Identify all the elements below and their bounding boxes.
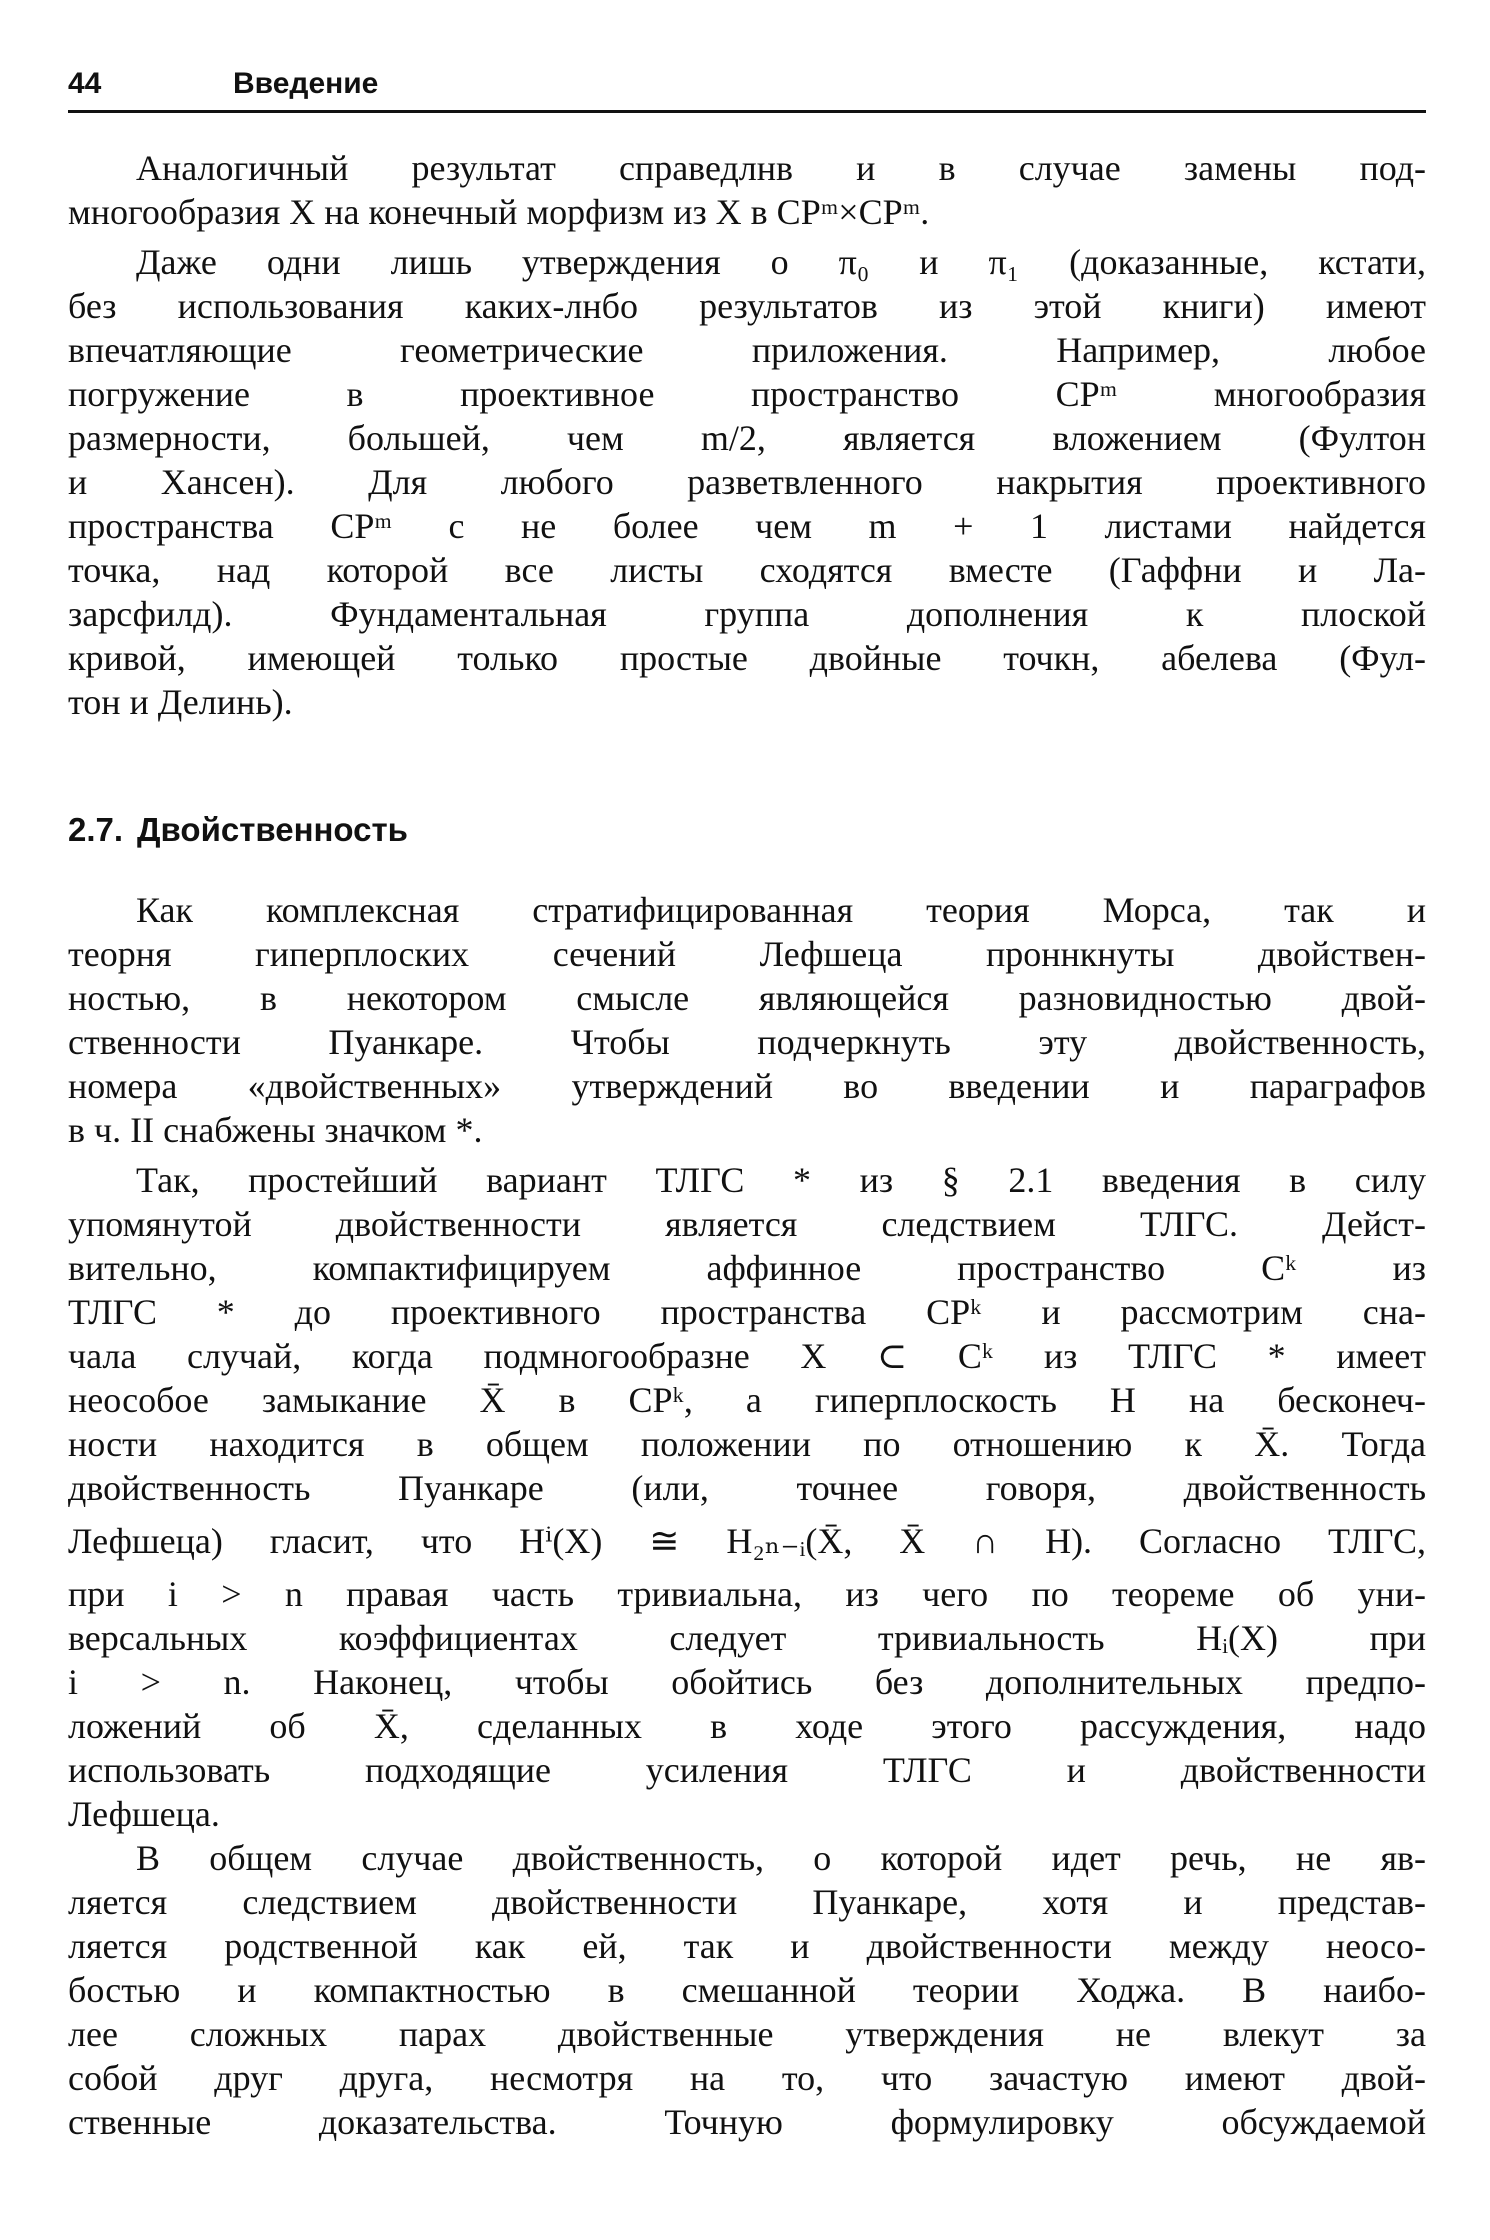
- text-line: погружение в проективное пространство CPᵐ многообразия: [68, 374, 1426, 414]
- text-line: в ч. II снабжены значком *.: [68, 1110, 483, 1150]
- text-line: теорня гиперплоских сечений Лефшеца проннкнуты двойствен-: [68, 934, 1426, 974]
- text-line: Даже одни лишь утверждения о π₀ и π₁ (доказанные, кстати,: [136, 242, 1426, 282]
- text-line: двойственность Пуанкаре (или, точнее говоря, двойственность: [68, 1468, 1426, 1508]
- text-line: ностью, в некотором смысле являющейся разновидностью двой-: [68, 978, 1426, 1018]
- text-line: Аналогичный результат справедлнв и в случае замены под-: [136, 148, 1426, 188]
- text-line: многообразия X на конечный морфизм из X в CPᵐ×CPᵐ.: [68, 192, 930, 232]
- text-line: ТЛГС * до проективного пространства CPᵏ и рассмотрим сна-: [68, 1292, 1426, 1332]
- text-line: ложений об X̄, сделанных в ходе этого рассуждения, надо: [68, 1706, 1426, 1746]
- section-heading: [68, 808, 422, 852]
- text-line: бостью и компактностью в смешанной теории Ходжа. В наибо-: [68, 1970, 1426, 2010]
- text-line: кривой, имеющей только простые двойные точкн, абелева (Фул-: [68, 638, 1426, 678]
- text-line: неособое замыкание X̄ в CPᵏ, а гиперплоскость H на бесконеч-: [68, 1380, 1426, 1420]
- header-rule: [68, 110, 1426, 113]
- text-line: номера «двойственных» утверждений во введении и параграфов: [68, 1066, 1426, 1106]
- text-line: точка, над которой все листы сходятся вместе (Гаффни и Ла-: [68, 550, 1426, 590]
- paragraph-4: [68, 1158, 1426, 1836]
- text-line: тон и Делинь).: [68, 682, 293, 722]
- text-line: при i > n правая часть тривиальна, из чего по теореме об уни-: [68, 1574, 1426, 1614]
- text-line: ственные доказательства. Точную формулировку обсуждаемой: [68, 2102, 1426, 2142]
- text-line: без использования каких-лнбо результатов из этой книги) имеют: [68, 286, 1426, 326]
- paragraph-2: [68, 240, 1426, 724]
- text-line: и Хансен). Для любого разветвленного накрытия проективного: [68, 462, 1426, 502]
- section-number: 2.7.: [68, 811, 124, 848]
- text-line: Как комплексная стратифицированная теория Морса, так и: [136, 890, 1426, 930]
- paragraph-1: [68, 146, 1426, 234]
- text-line: лее сложных парах двойственные утверждения не влекут за: [68, 2014, 1426, 2054]
- text-line: размерности, большей, чем m/2, является вложением (Фултон: [68, 418, 1426, 458]
- text-line: Лефшеца.: [68, 1794, 220, 1834]
- running-title: Введение: [233, 67, 379, 100]
- text-line: упомянутой двойственности является следствием ТЛГС. Дейст-: [68, 1204, 1426, 1244]
- text-line: использовать подходящие усиления ТЛГС и двойственности: [68, 1750, 1426, 1790]
- paragraph-3: [68, 888, 1426, 1152]
- page-number: 44: [68, 67, 102, 100]
- text-line: собой друг друга, несмотря на то, что зачастую имеют двой-: [68, 2058, 1426, 2098]
- text-line: пространства CPᵐ с не более чем m + 1 листами найдется: [68, 506, 1426, 546]
- text-line: i > n. Наконец, чтобы обойтись без дополнительных предпо-: [68, 1662, 1426, 1702]
- text-line: ности находится в общем положении по отношению к X̄. Тогда: [68, 1424, 1426, 1464]
- text-line: версальных коэффициентах следует тривиальность Hᵢ(X) при: [68, 1618, 1426, 1658]
- text-line: ляется следствием двойственности Пуанкаре, хотя и представ-: [68, 1882, 1426, 1922]
- section-title: Двойственность: [137, 811, 408, 848]
- text-line: Лефшеца) гласит, что Hⁱ(X) ≅ H₂ₙ₋ᵢ(X̄, X̄ ∩ H). Согласно ТЛГС,: [68, 1521, 1426, 1561]
- text-line: Так, простейший вариант ТЛГС * из § 2.1 введения в силу: [136, 1160, 1426, 1200]
- text-line: чала случай, когда подмногообразне X ⊂ Cᵏ из ТЛГС * имеет: [68, 1336, 1426, 1376]
- paragraph-5: [68, 1836, 1426, 2144]
- running-header: [68, 58, 1426, 110]
- text-line: В общем случае двойственность, о которой идет речь, не яв-: [136, 1838, 1426, 1878]
- text-line: вительно, компактифицируем аффинное пространство Cᵏ из: [68, 1248, 1426, 1288]
- text-line: ственности Пуанкаре. Чтобы подчеркнуть эту двойственность,: [68, 1022, 1426, 1062]
- text-line: впечатляющие геометрические приложения. Например, любое: [68, 330, 1426, 370]
- text-line: ляется родственной как ей, так и двойственности между неосо-: [68, 1926, 1426, 1966]
- text-line: зарсфилд). Фундаментальная группа дополнения к плоской: [68, 594, 1426, 634]
